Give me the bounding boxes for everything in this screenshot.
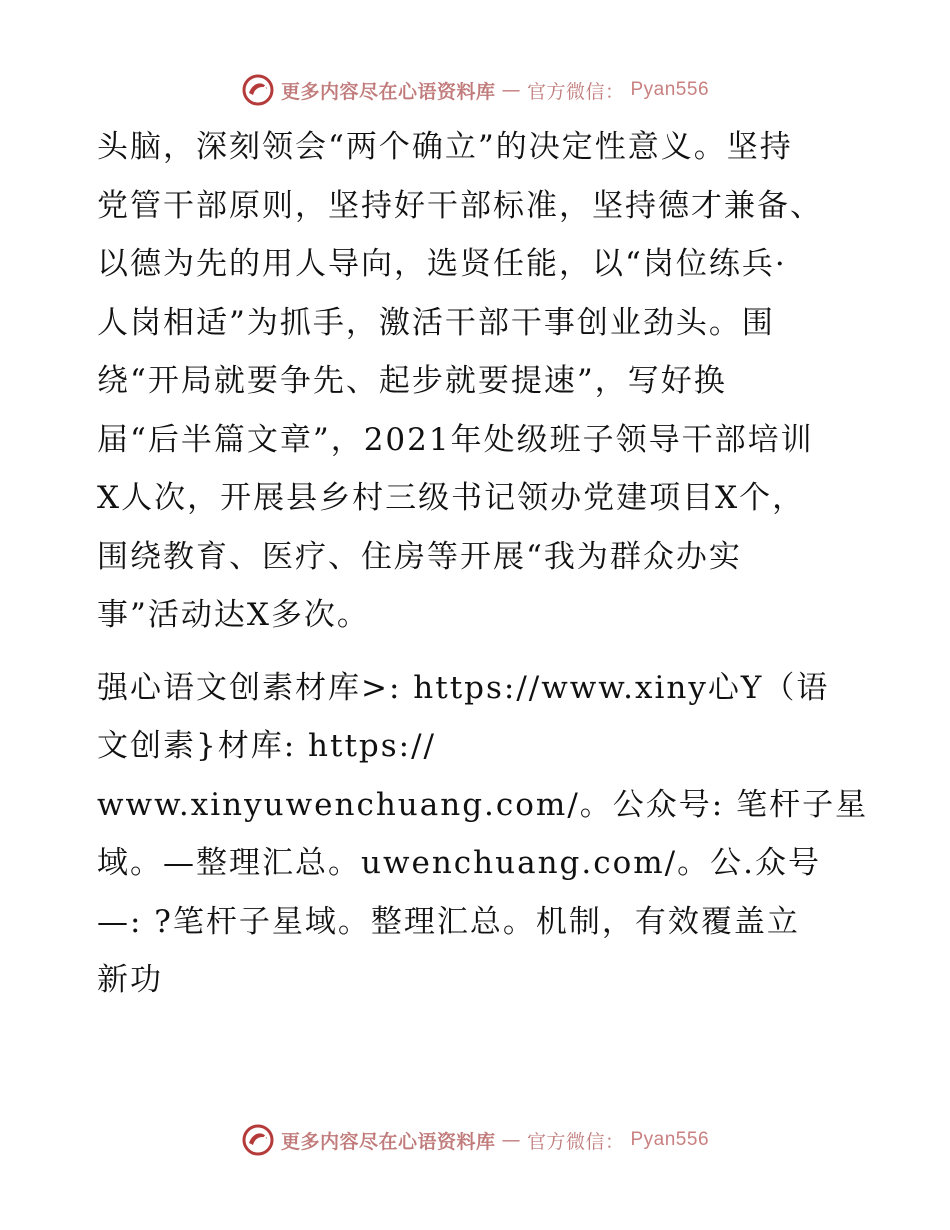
red-swirl-logo-icon — [241, 73, 275, 107]
text-line: 强心语文创素材库>: https://www.xiny心Y（语 — [97, 669, 830, 706]
banner-official-label: 官方微信： — [526, 80, 625, 103]
text-line: 头脑，深刻领会“两个确立”的决定性意义。坚持 — [97, 129, 793, 165]
banner-wechat-id: Pyan556 — [630, 79, 710, 100]
banner-separator: — — [501, 79, 521, 101]
text-line: X人次，开展县乡村三级书记领办党建项目X个， — [97, 480, 806, 516]
banner-wechat-id: Pyan556 — [630, 1129, 710, 1150]
banner-text: 更多内容尽在心语资料库 — [280, 1130, 496, 1153]
text-line: 文创素}材库: https:// — [97, 728, 436, 764]
text-line: 届“后半篇文章”，2021年处级班子领导干部培训 — [97, 421, 814, 458]
text-line: 绕“开局就要争先、起步就要提速”，写好换 — [97, 363, 727, 399]
header-banner — [0, 70, 950, 110]
paragraph-gap — [97, 645, 867, 659]
footer-banner — [0, 1120, 950, 1160]
text-line: 事”活动达X多次。 — [97, 597, 370, 633]
text-line: 人岗相适”为抓手，激活干部干事创业劲头。围 — [97, 304, 775, 341]
text-line: www.xinyuwenchuang.com/。公众号: 笔杆子星 — [97, 786, 869, 823]
red-swirl-logo-icon — [241, 1123, 275, 1157]
text-line: 域。—整理汇总。uwenchuang.com/。公.众号 — [97, 845, 821, 881]
text-line: 以德为先的用人导向，选贤任能，以“岗位练兵· — [97, 246, 787, 282]
banner-official-label: 官方微信： — [526, 1130, 625, 1153]
text-line: 围绕教育、医疗、住房等开展“我为群众办实 — [97, 538, 742, 575]
text-line: —: ?笔杆子星域。整理汇总。机制，有效覆盖立 — [97, 903, 800, 940]
banner-text: 更多内容尽在心语资料库 — [280, 80, 496, 103]
text-line: 新功 — [97, 962, 163, 998]
paragraph-2 — [97, 659, 867, 1010]
document-body — [97, 118, 867, 1010]
paragraph-1 — [97, 118, 867, 645]
text-line: 党管干部原则，坚持好干部标准，坚持德才兼备、 — [97, 187, 823, 224]
banner-separator: — — [501, 1129, 521, 1151]
